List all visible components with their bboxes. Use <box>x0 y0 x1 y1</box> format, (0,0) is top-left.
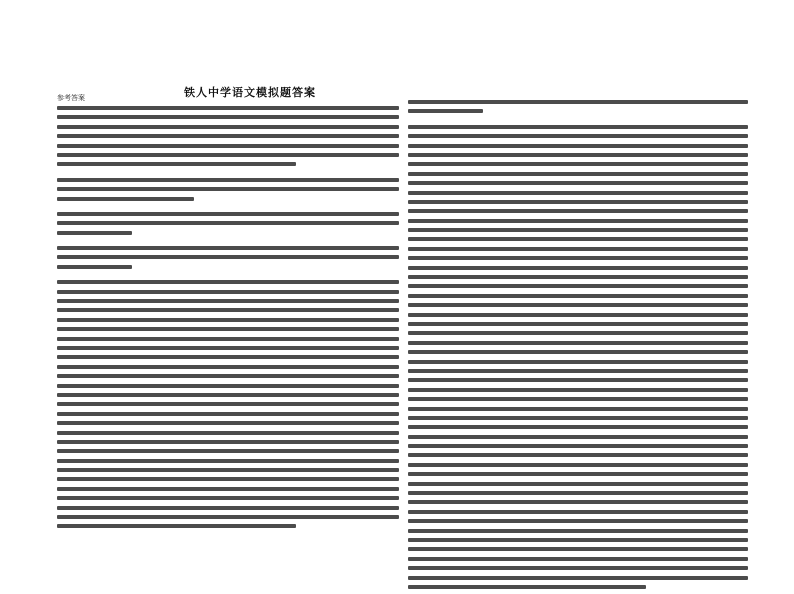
section-heading: 参考答案 <box>57 94 85 102</box>
page-title: 铁人中学语文模拟题答案 <box>184 86 316 99</box>
left-column <box>57 94 399 534</box>
right-column <box>408 100 748 594</box>
text-block <box>408 100 748 589</box>
text-block <box>57 106 399 528</box>
